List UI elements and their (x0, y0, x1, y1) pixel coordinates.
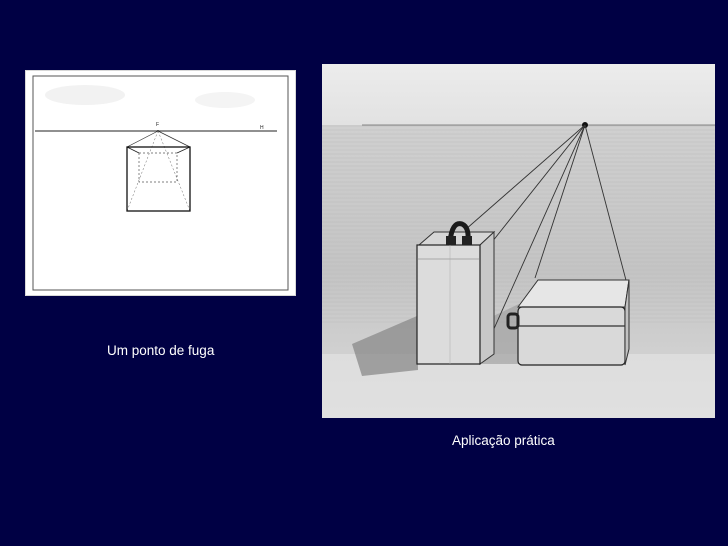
suitcase-side (480, 232, 494, 364)
cube-edge (127, 147, 139, 153)
horizon-label: H (260, 125, 264, 131)
suitcase-front (417, 245, 480, 364)
box-top (518, 280, 629, 307)
perspective-diagram-image (25, 70, 296, 296)
smudge (195, 92, 255, 108)
suitcases-drawing-svg (322, 64, 715, 418)
cube-back-face (139, 153, 177, 182)
smudge (45, 85, 125, 105)
cube-front-face (127, 147, 190, 211)
caption-one-point: Um ponto de fuga (107, 343, 215, 358)
suitcases-drawing-image (322, 64, 715, 418)
suitcase-clasp (446, 236, 456, 245)
ground-hatching (322, 125, 715, 325)
vanishing-point-label: F (156, 122, 160, 128)
suitcase-clasp (462, 236, 472, 245)
sky-area (322, 64, 715, 125)
cube-edge (177, 147, 190, 153)
inner-frame (33, 76, 288, 290)
perspective-diagram-svg (25, 70, 296, 296)
caption-practical-application: Aplicação prática (452, 433, 555, 448)
convergence-line (158, 131, 190, 147)
convergence-line (127, 131, 158, 211)
box-front (518, 307, 625, 365)
convergence-line (127, 131, 158, 147)
convergence-line (158, 131, 190, 211)
